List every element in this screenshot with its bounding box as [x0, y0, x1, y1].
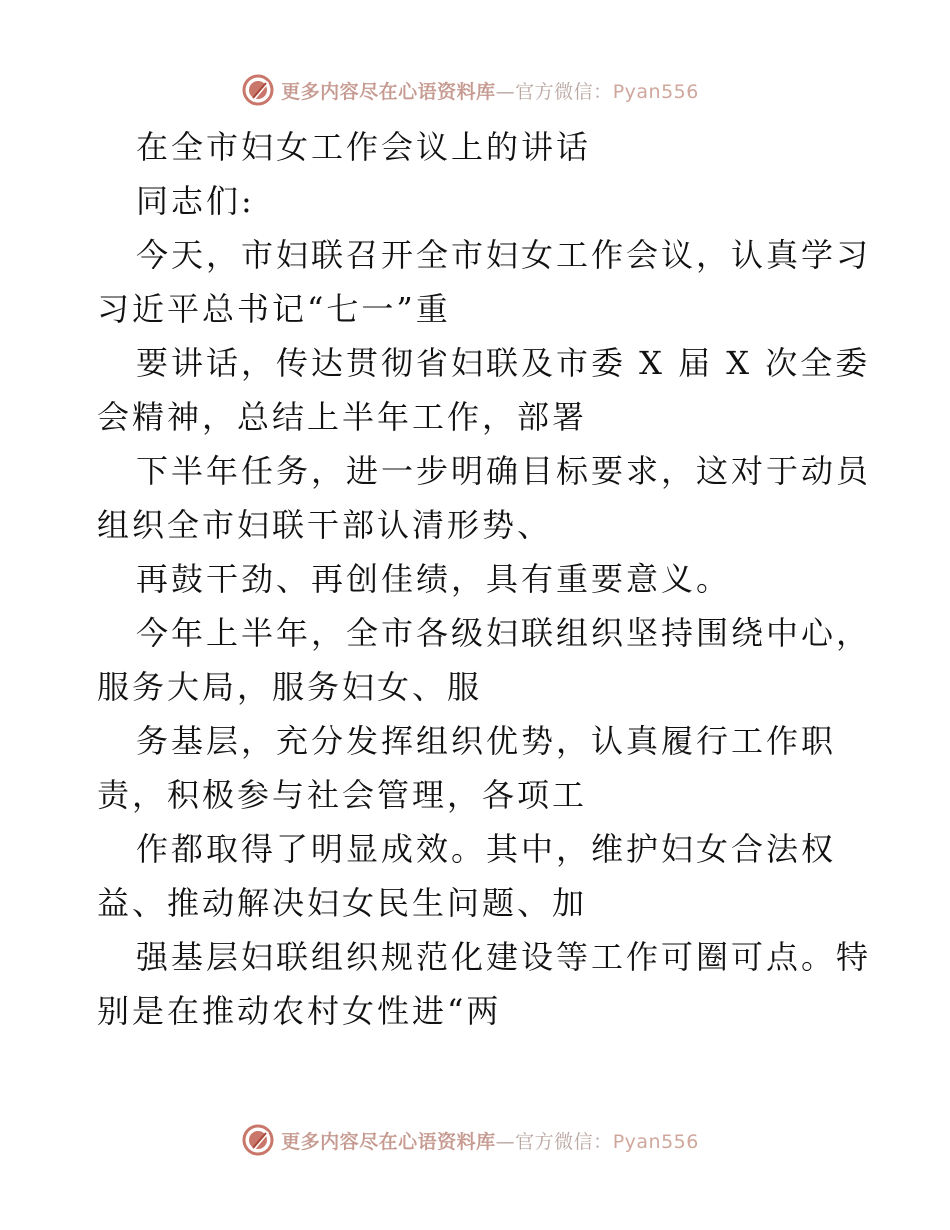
document-line: 益、推动解决妇女民生问题、加: [97, 884, 588, 922]
document-line: 同志们:: [136, 182, 255, 220]
document-line: 组织全市妇联干部认清形势、: [97, 506, 553, 544]
banner-text: [281, 77, 699, 104]
document-line: 今天，市妇联召开全市妇女工作会议，认真学习: [136, 236, 872, 274]
banner-text: [281, 1127, 699, 1154]
banner-official-label: 官方微信：: [515, 80, 613, 103]
document-line: 务基层，充分发挥组织优势，认真履行工作职: [136, 722, 837, 760]
document-line: 会精神，总结上半年工作，部署: [97, 398, 588, 436]
banner-dash: —: [495, 1130, 516, 1153]
document-line: 习近平总书记“七一”重: [97, 290, 451, 328]
banner-group: [241, 1123, 699, 1157]
document-line: 别是在推动农村女性进“两: [97, 992, 502, 1030]
banner-brand: 更多内容尽在心语资料库: [281, 1130, 496, 1153]
banner-brand: 更多内容尽在心语资料库: [281, 80, 496, 103]
document-line: 在全市妇女工作会议上的讲话: [136, 128, 592, 166]
banner-dash: —: [495, 80, 516, 103]
document-line: 要讲话，传达贯彻省妇联及市委 X 届 X 次全委: [136, 344, 871, 382]
header-watermark-banner: [0, 70, 950, 110]
document-line: 责，积极参与社会管理，各项工: [97, 776, 588, 814]
document-line: 服务大局，服务妇女、服: [97, 668, 483, 706]
document-line: 下半年任务，进一步明确目标要求，这对于动员: [136, 452, 872, 490]
document-body: [97, 120, 872, 1038]
document-line: 作都取得了明显成效。其中，维护妇女合法权: [136, 830, 837, 868]
banner-wechat-id: Pyan556: [612, 1130, 699, 1153]
footer-watermark-banner: [0, 1120, 950, 1160]
banner-group: [241, 73, 699, 107]
document-line: 强基层妇联组织规范化建设等工作可圈可点。特: [136, 938, 872, 976]
banner-official-label: 官方微信：: [515, 1130, 613, 1153]
pen-logo-icon: [241, 1123, 275, 1157]
document-line: 再鼓干劲、再创佳绩，具有重要意义。: [136, 560, 732, 598]
document-line: 今年上半年，全市各级妇联组织坚持围绕中心，: [136, 614, 872, 652]
pen-logo-icon: [241, 73, 275, 107]
banner-wechat-id: Pyan556: [612, 80, 699, 103]
